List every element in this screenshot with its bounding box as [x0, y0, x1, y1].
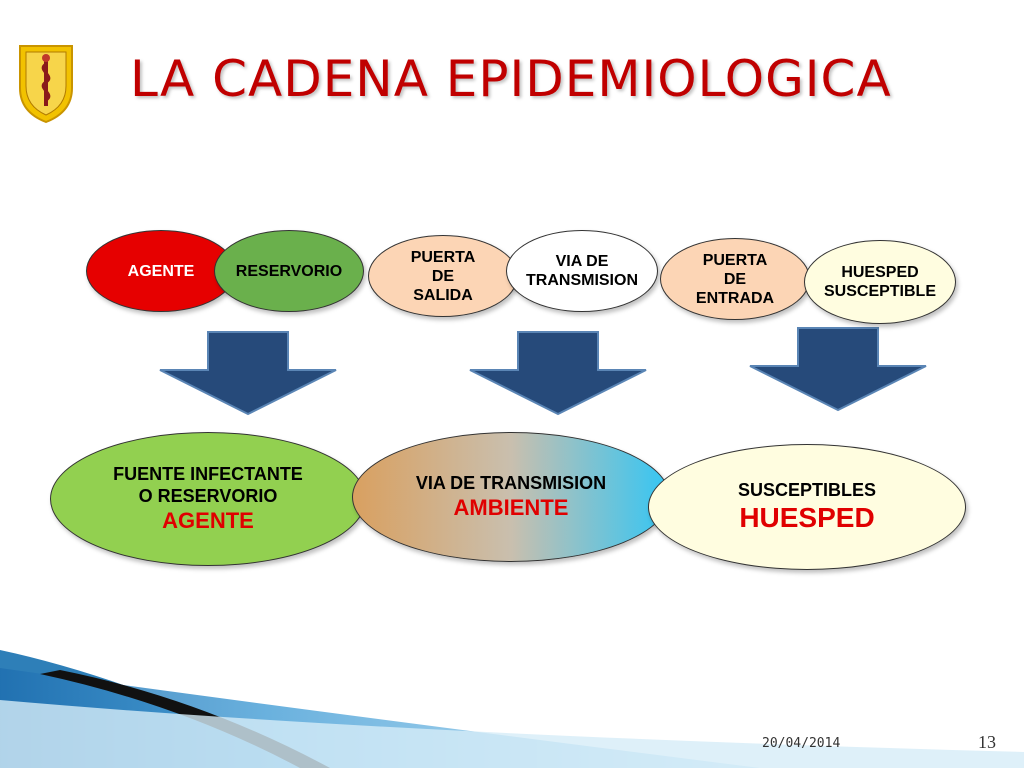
group-line: O RESERVORIO	[138, 486, 278, 506]
group-fuente-infectante	[50, 432, 366, 566]
page-title: LA CADENA EPIDEMIOLOGICA	[130, 50, 892, 108]
chain-item-label: TRANSMISION	[526, 272, 638, 289]
chain-item-reservorio	[214, 230, 364, 312]
down-arrow-icon	[156, 330, 340, 416]
chain-item-puerta-de-salida	[368, 235, 518, 317]
chain-item-label: SALIDA	[413, 286, 473, 304]
chain-item-label: DE	[723, 270, 747, 288]
slide-page-number: 13	[978, 732, 996, 752]
group-accent: HUESPED	[739, 502, 875, 533]
chain-item-label: PUERTA	[410, 248, 476, 266]
chain-item-label: DE	[431, 267, 455, 285]
group-line: SUSCEPTIBLES	[737, 480, 877, 500]
chain-item-label: VIA DE	[555, 253, 609, 270]
group-accent: AMBIENTE	[453, 495, 569, 520]
footer-swoosh-decoration	[0, 640, 1024, 768]
group-susceptibles	[648, 444, 966, 570]
group-via-de-transmision	[352, 432, 670, 562]
group-line: FUENTE INFECTANTE	[113, 464, 303, 484]
chain-item-label: RESERVORIO	[235, 262, 343, 280]
chain-item-label: AGENTE	[127, 262, 195, 280]
chain-item-label: ENTRADA	[695, 289, 775, 307]
chain-item-puerta-de-entrada	[660, 238, 810, 320]
group-accent: AGENTE	[162, 508, 254, 533]
slide-date: 20/04/2014	[762, 736, 841, 751]
logo-icon	[14, 40, 78, 124]
down-arrow-icon	[746, 326, 930, 412]
chain-item-label: PUERTA	[702, 251, 768, 269]
chain-item-huesped-susceptible	[804, 240, 956, 324]
chain-item-label: HUESPED	[841, 264, 919, 281]
group-line: VIA DE TRANSMISION	[415, 473, 607, 493]
down-arrow-icon	[466, 330, 650, 416]
chain-item-via-de-transmision	[506, 230, 658, 312]
chain-item-label: SUSCEPTIBLE	[823, 283, 936, 300]
